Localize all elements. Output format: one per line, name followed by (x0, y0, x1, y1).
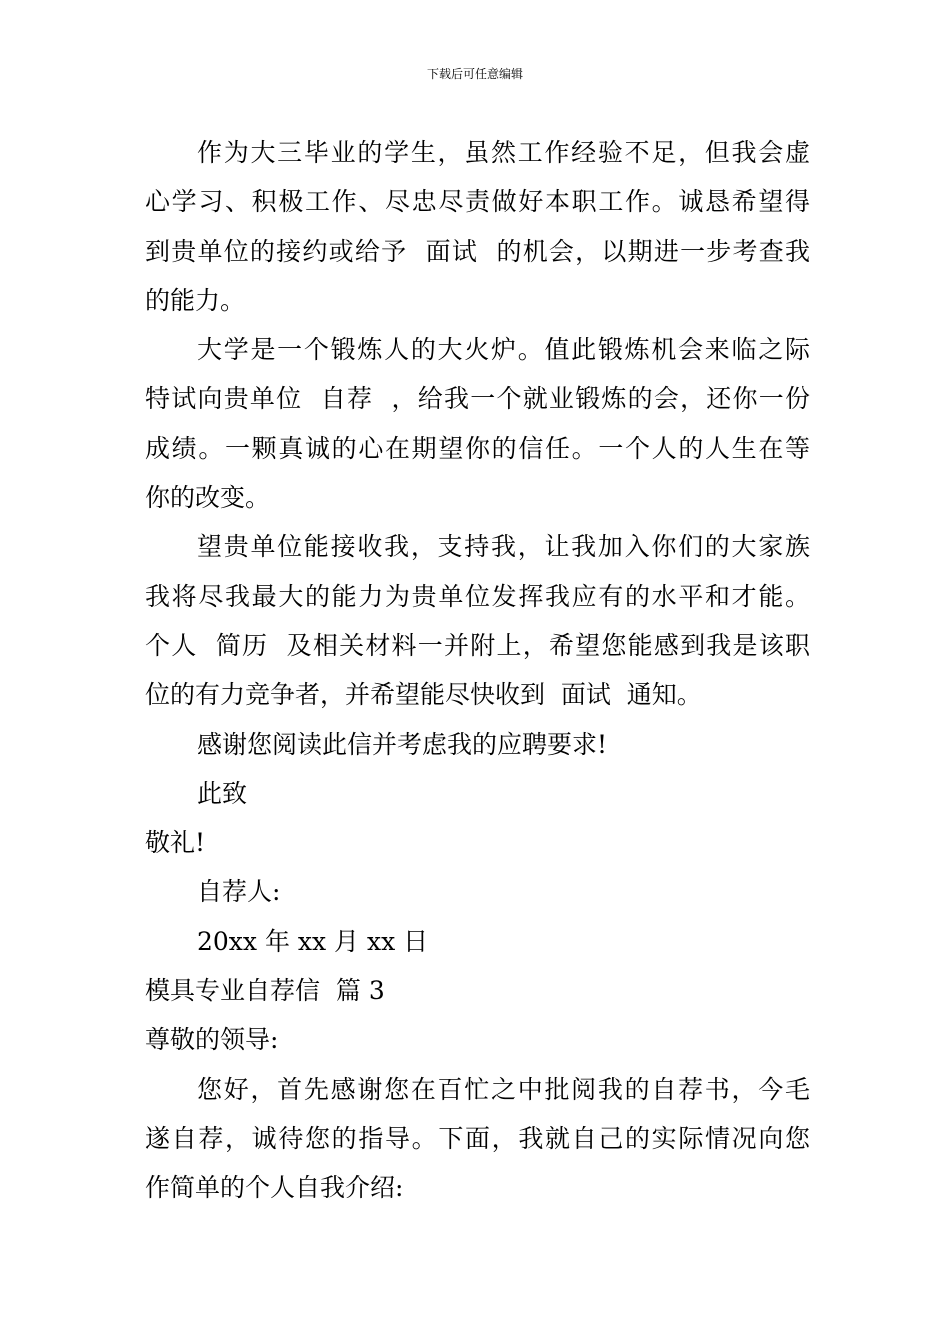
paragraph-line: 您好，首先感谢您在百忙之中批阅我的自荐书，今毛 (197, 1074, 810, 1104)
paragraph-line: 望贵单位能接收我，支持我，让我加入你们的大家族 (197, 532, 810, 562)
signature-label: 自荐人: (197, 877, 281, 907)
section-title: 模具专业自荐信 篇 3 (145, 976, 385, 1006)
closing-thanks: 感谢您阅读此信并考虑我的应聘要求! (197, 729, 608, 759)
paragraph-line: 成绩。一颗真诚的心在期望你的信任。一个人的人生在等 (145, 433, 810, 463)
document-body (145, 128, 810, 1213)
paragraph-line: 位的有力竞争者，并希望能尽快收到 面试 通知。 (145, 680, 702, 710)
paragraph-line: 心学习、积极工作、尽忠尽责做好本职工作。诚恳希望得 (145, 187, 810, 217)
closing-salutation: 此致 (197, 778, 248, 808)
paragraph-line: 到贵单位的接约或给予 面试 的机会，以期进一步考查我 (145, 236, 810, 266)
paragraph-line: 你的改变。 (145, 483, 271, 513)
paragraph-line: 作为大三毕业的学生，虽然工作经验不足，但我会虚 (197, 138, 810, 167)
paragraph-line: 个人 简历 及相关材料一并附上，希望您能感到我是该职 (145, 630, 810, 660)
page-header: 下载后可任意编辑 (426, 67, 523, 81)
paragraph-line: 我将尽我最大的能力为贵单位发挥我应有的水平和才能。 (145, 581, 810, 611)
signature-date: 20xx 年 xx 月 xx 日 (197, 926, 429, 956)
paragraph-line: 的能力。 (145, 285, 246, 315)
greeting: 尊敬的领导: (145, 1025, 279, 1055)
paragraph-line: 作简单的个人自我介绍: (145, 1173, 404, 1203)
closing-regards: 敬礼! (145, 828, 206, 858)
paragraph-line: 特试向贵单位 自荐 ，给我一个就业锻炼的会，还你一份 (145, 384, 810, 414)
paragraph-line: 遂自荐，诚待您的指导。下面，我就自己的实际情况向您 (145, 1123, 810, 1153)
paragraph-line: 大学是一个锻炼人的大火炉。值此锻炼机会来临之际 (197, 335, 810, 365)
